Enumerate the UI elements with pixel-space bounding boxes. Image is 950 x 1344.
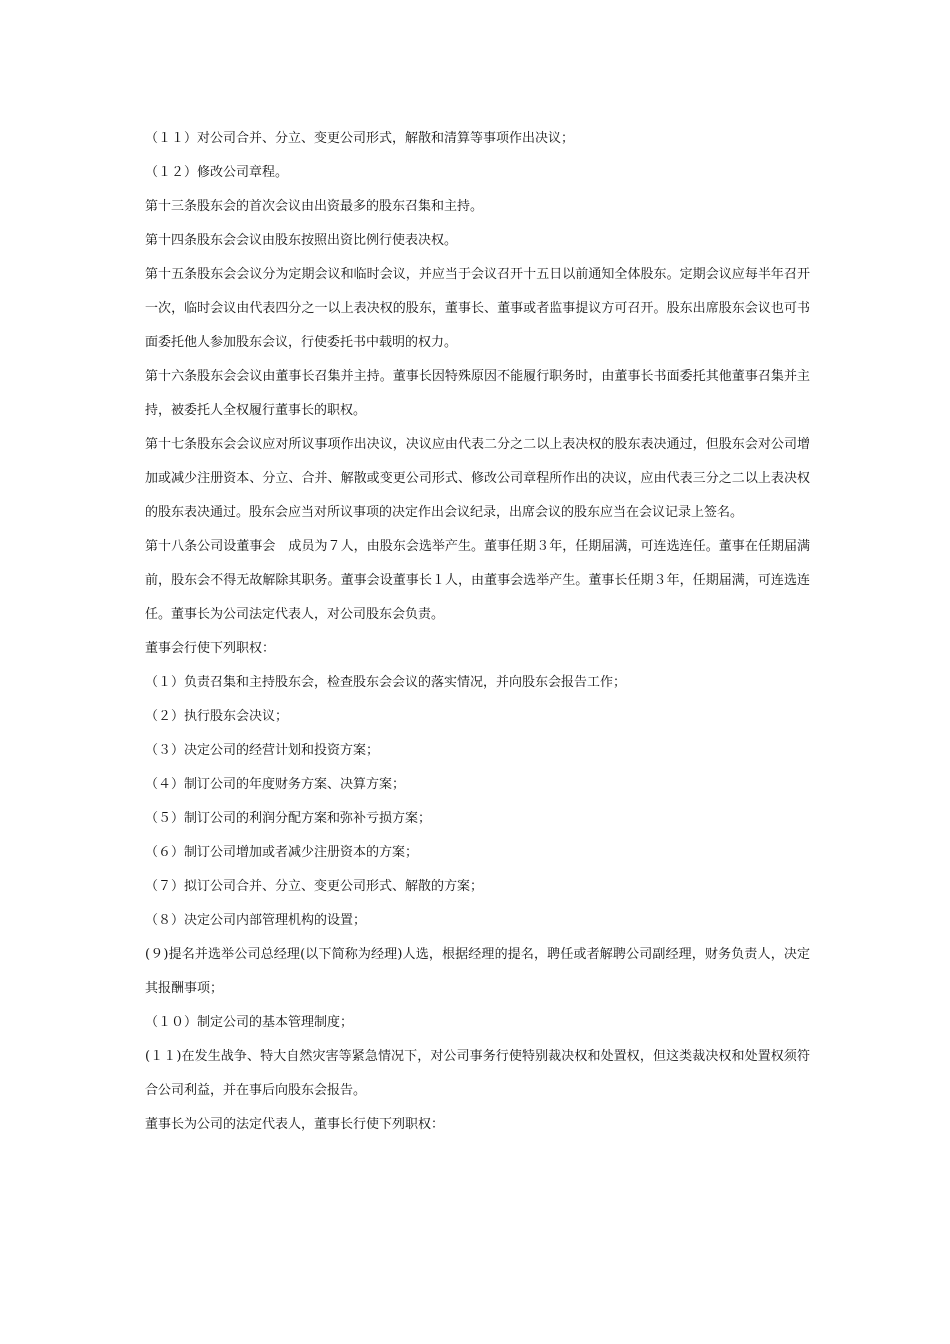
paragraph: 董事长为公司的法定代表人，董事长行使下列职权： — [145, 1117, 445, 1132]
paragraph: （１１）对公司合并、分立、变更公司形式，解散和清算等事项作出决议； — [145, 131, 575, 146]
document-body — [145, 122, 810, 1142]
paragraph: 第十六条股东会会议由董事长召集并主持。董事长因特殊原因不能履行职务时，由董事长书面委托其他董事召集并主持，被委托人全权履行董事长的职权。 — [145, 369, 810, 418]
list-item: （７）拟订公司合并、分立、变更公司形式、解散的方案； — [145, 879, 484, 894]
list-item: (９)提名并选举公司总经理(以下简称为经理)人选，根据经理的提名，聘任或者解聘公司副经理，财务负责人，决定其报酬事项； — [145, 947, 810, 996]
paragraph: 第十四条股东会会议由股东按照出资比例行使表决权。 — [145, 233, 458, 248]
paragraph: 第十三条股东会的首次会议由出资最多的股东召集和主持。 — [145, 199, 484, 214]
list-item: （１）负责召集和主持股东会，检查股东会会议的落实情况，并向股东会报告工作； — [145, 675, 627, 690]
paragraph: （１２）修改公司章程。 — [145, 165, 289, 180]
list-item: （１０）制定公司的基本管理制度； — [145, 1015, 354, 1030]
list-item: （５）制订公司的利润分配方案和弥补亏损方案； — [145, 811, 432, 826]
paragraph: 第十五条股东会会议分为定期会议和临时会议，并应当于会议召开十五日以前通知全体股东。定期会议应每半年召开一次，临时会议由代表四分之一以上表决权的股东，董事长、董事或者监事提议方可召开。股东出席股东会议也可书面委托他人参加股东会议，行使委托书中载明的权力。 — [145, 267, 810, 350]
list-item: （６）制订公司增加或者减少注册资本的方案； — [145, 845, 419, 860]
list-item: （２）执行股东会决议； — [145, 709, 289, 724]
paragraph: 董事会行使下列职权： — [145, 641, 276, 656]
list-item: （８）决定公司内部管理机构的设置； — [145, 913, 367, 928]
paragraph: 第十八条公司设董事会 成员为７人，由股东会选举产生。董事任期３年，任期届满，可连选连任。董事在任期届满前，股东会不得无故解除其职务。董事会设董事长１人，由董事会选举产生。董事长任期３年，任期届满，可连选连任。董事长为公司法定代表人，对公司股东会负责。 — [145, 539, 810, 622]
list-item: （３）决定公司的经营计划和投资方案； — [145, 743, 380, 758]
paragraph: 第十七条股东会会议应对所议事项作出决议，决议应由代表二分之二以上表决权的股东表决通过，但股东会对公司增加或减少注册资本、分立、合并、解散或变更公司形式、修改公司章程所作出的决议，应由代表三分之二以上表决权的股东表决通过。股东会应当对所议事项的决定作出会议纪录，出席会议的股东应当在会议记录上签名。 — [145, 437, 810, 520]
list-item: （４）制订公司的年度财务方案、决算方案； — [145, 777, 406, 792]
list-item: (１１)在发生战争、特大自然灾害等紧急情况下，对公司事务行使特别裁决权和处置权，但这类裁决权和处置权须符合公司利益，并在事后向股东会报告。 — [145, 1049, 810, 1098]
